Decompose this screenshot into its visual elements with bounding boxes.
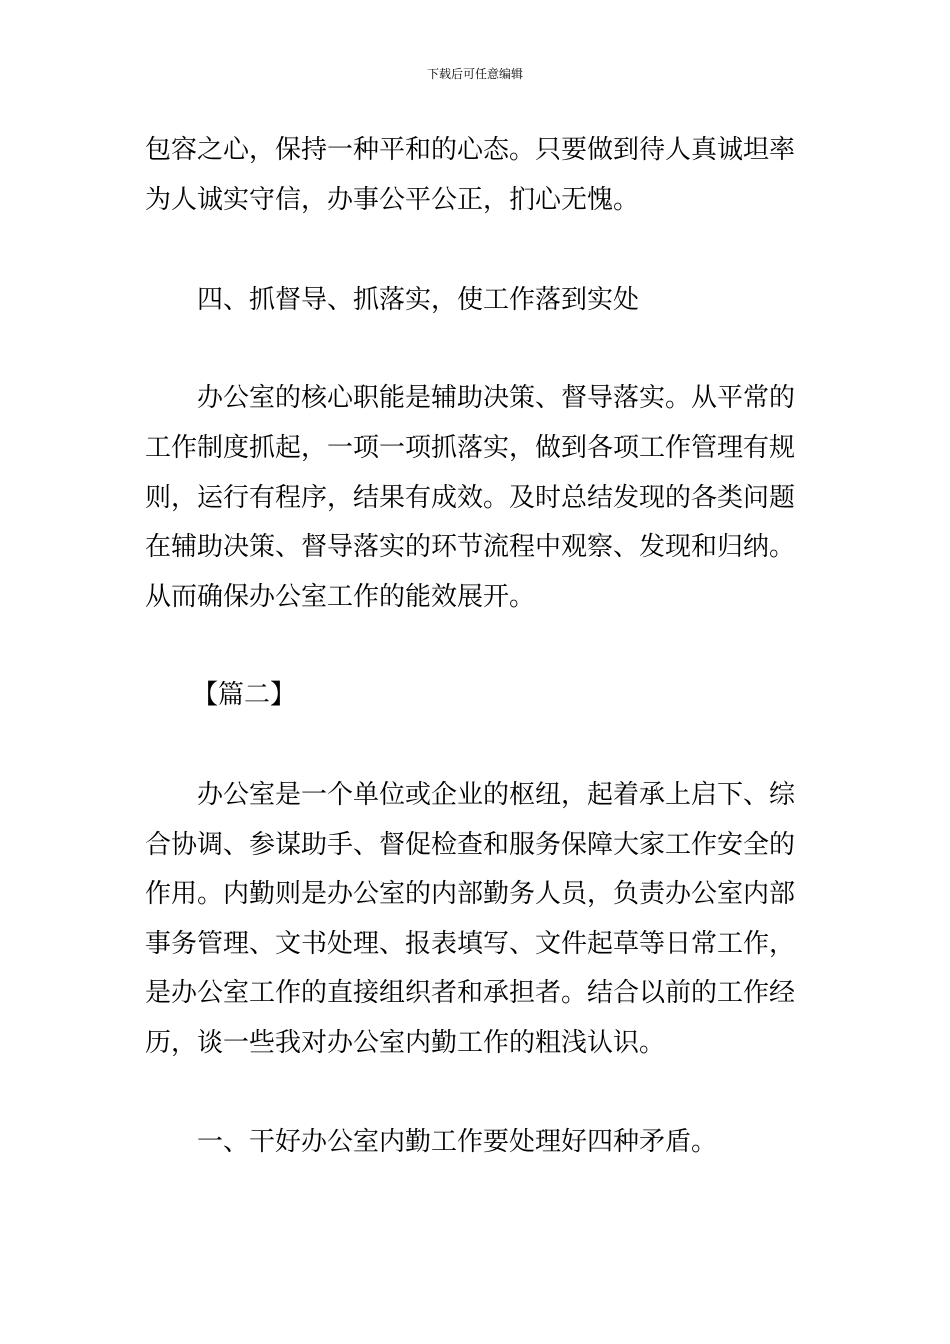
paragraph-line: 合协调、参谋助手、督促检查和服务保障大家工作安全的 — [145, 830, 796, 860]
header-note: 下载后可任意编辑 — [426, 67, 523, 81]
paragraph-line: 历，谈一些我对办公室内勤工作的粗浅认识。 — [145, 1028, 666, 1058]
paragraph-line: 办公室的核心职能是辅助决策、督导落实。从平常的 — [197, 383, 796, 413]
paragraph-line: 在辅助决策、督导落实的环节流程中观察、发现和归纳。 — [145, 532, 796, 562]
paragraph-line: 事务管理、文书处理、报表填写、文件起草等日常工作， — [145, 929, 796, 959]
paragraph-line: 作用。内勤则是办公室的内部勤务人员，负责办公室内部 — [145, 879, 796, 909]
paragraph-line: 从而确保办公室工作的能效展开。 — [145, 582, 536, 612]
paragraph-line: 为人诚实守信，办事公平公正，扪心无愧。 — [145, 185, 640, 215]
paragraph-line: 是办公室工作的直接组织者和承担者。结合以前的工作经 — [145, 978, 796, 1008]
paragraph-line: 则，运行有程序，结果有成效。及时总结发现的各类问题 — [145, 483, 796, 513]
paragraph-line: 办公室是一个单位或企业的枢纽，起着承上启下、综 — [197, 780, 796, 810]
section-heading: 一、干好办公室内勤工作要处理好四种矛盾。 — [197, 1127, 718, 1157]
paragraph-line: 工作制度抓起，一项一项抓落实，做到各项工作管理有规 — [145, 433, 796, 463]
chapter-heading: 【篇二】 — [192, 680, 297, 710]
paragraph-line: 包容之心，保持一种平和的心态。只要做到待人真诚坦率 — [145, 135, 796, 165]
section-heading: 四、抓督导、抓落实，使工作落到实处 — [197, 285, 640, 315]
